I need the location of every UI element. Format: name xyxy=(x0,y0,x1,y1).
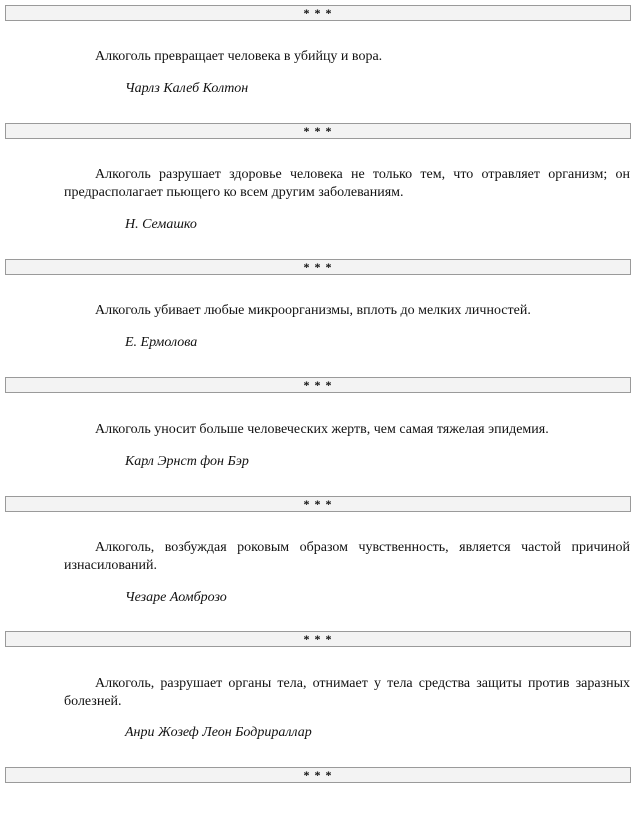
quote-author: Карл Эрнст фон Бэр xyxy=(125,454,249,469)
quote-author: Чезаре Аомброзо xyxy=(125,590,227,605)
quote-author: Н. Семашко xyxy=(125,217,197,232)
quote-author: Чарлз Калеб Колтон xyxy=(125,81,249,96)
separator-bar: * * * xyxy=(5,377,631,393)
quote-text: Алкоголь уносит больше человеческих жертв, чем самая тяжелая эпидемия. xyxy=(95,422,549,437)
separator-bar: * * * xyxy=(5,5,631,21)
separator-bar: * * * xyxy=(5,123,631,139)
separator-bar: * * * xyxy=(5,259,631,275)
quote-text: Алкоголь превращает человека в убийцу и вора. xyxy=(95,49,383,64)
quote-text: Алкоголь убивает любые микроорганизмы, вплоть до мелких личностей. xyxy=(95,303,531,318)
quote-author: Е. Ермолова xyxy=(125,335,198,350)
quote-text: Алкоголь, возбуждая роковым образом чувственность, является частой причиной изнасилований. xyxy=(64,540,630,573)
separator-bar: * * * xyxy=(5,767,631,783)
quote-text: Алкоголь разрушает здоровье человека не только тем, что отравляет организм; он предрасполагает пьющего ко всем другим заболеваниям. xyxy=(64,167,630,200)
separator-bar: * * * xyxy=(5,631,631,647)
quote-text: Алкоголь, разрушает органы тела, отнимает у тела средства защиты против заразных болезней. xyxy=(64,676,630,709)
separator-bar: * * * xyxy=(5,496,631,512)
quote-author: Анри Жозеф Леон Бодрираллар xyxy=(125,725,312,740)
